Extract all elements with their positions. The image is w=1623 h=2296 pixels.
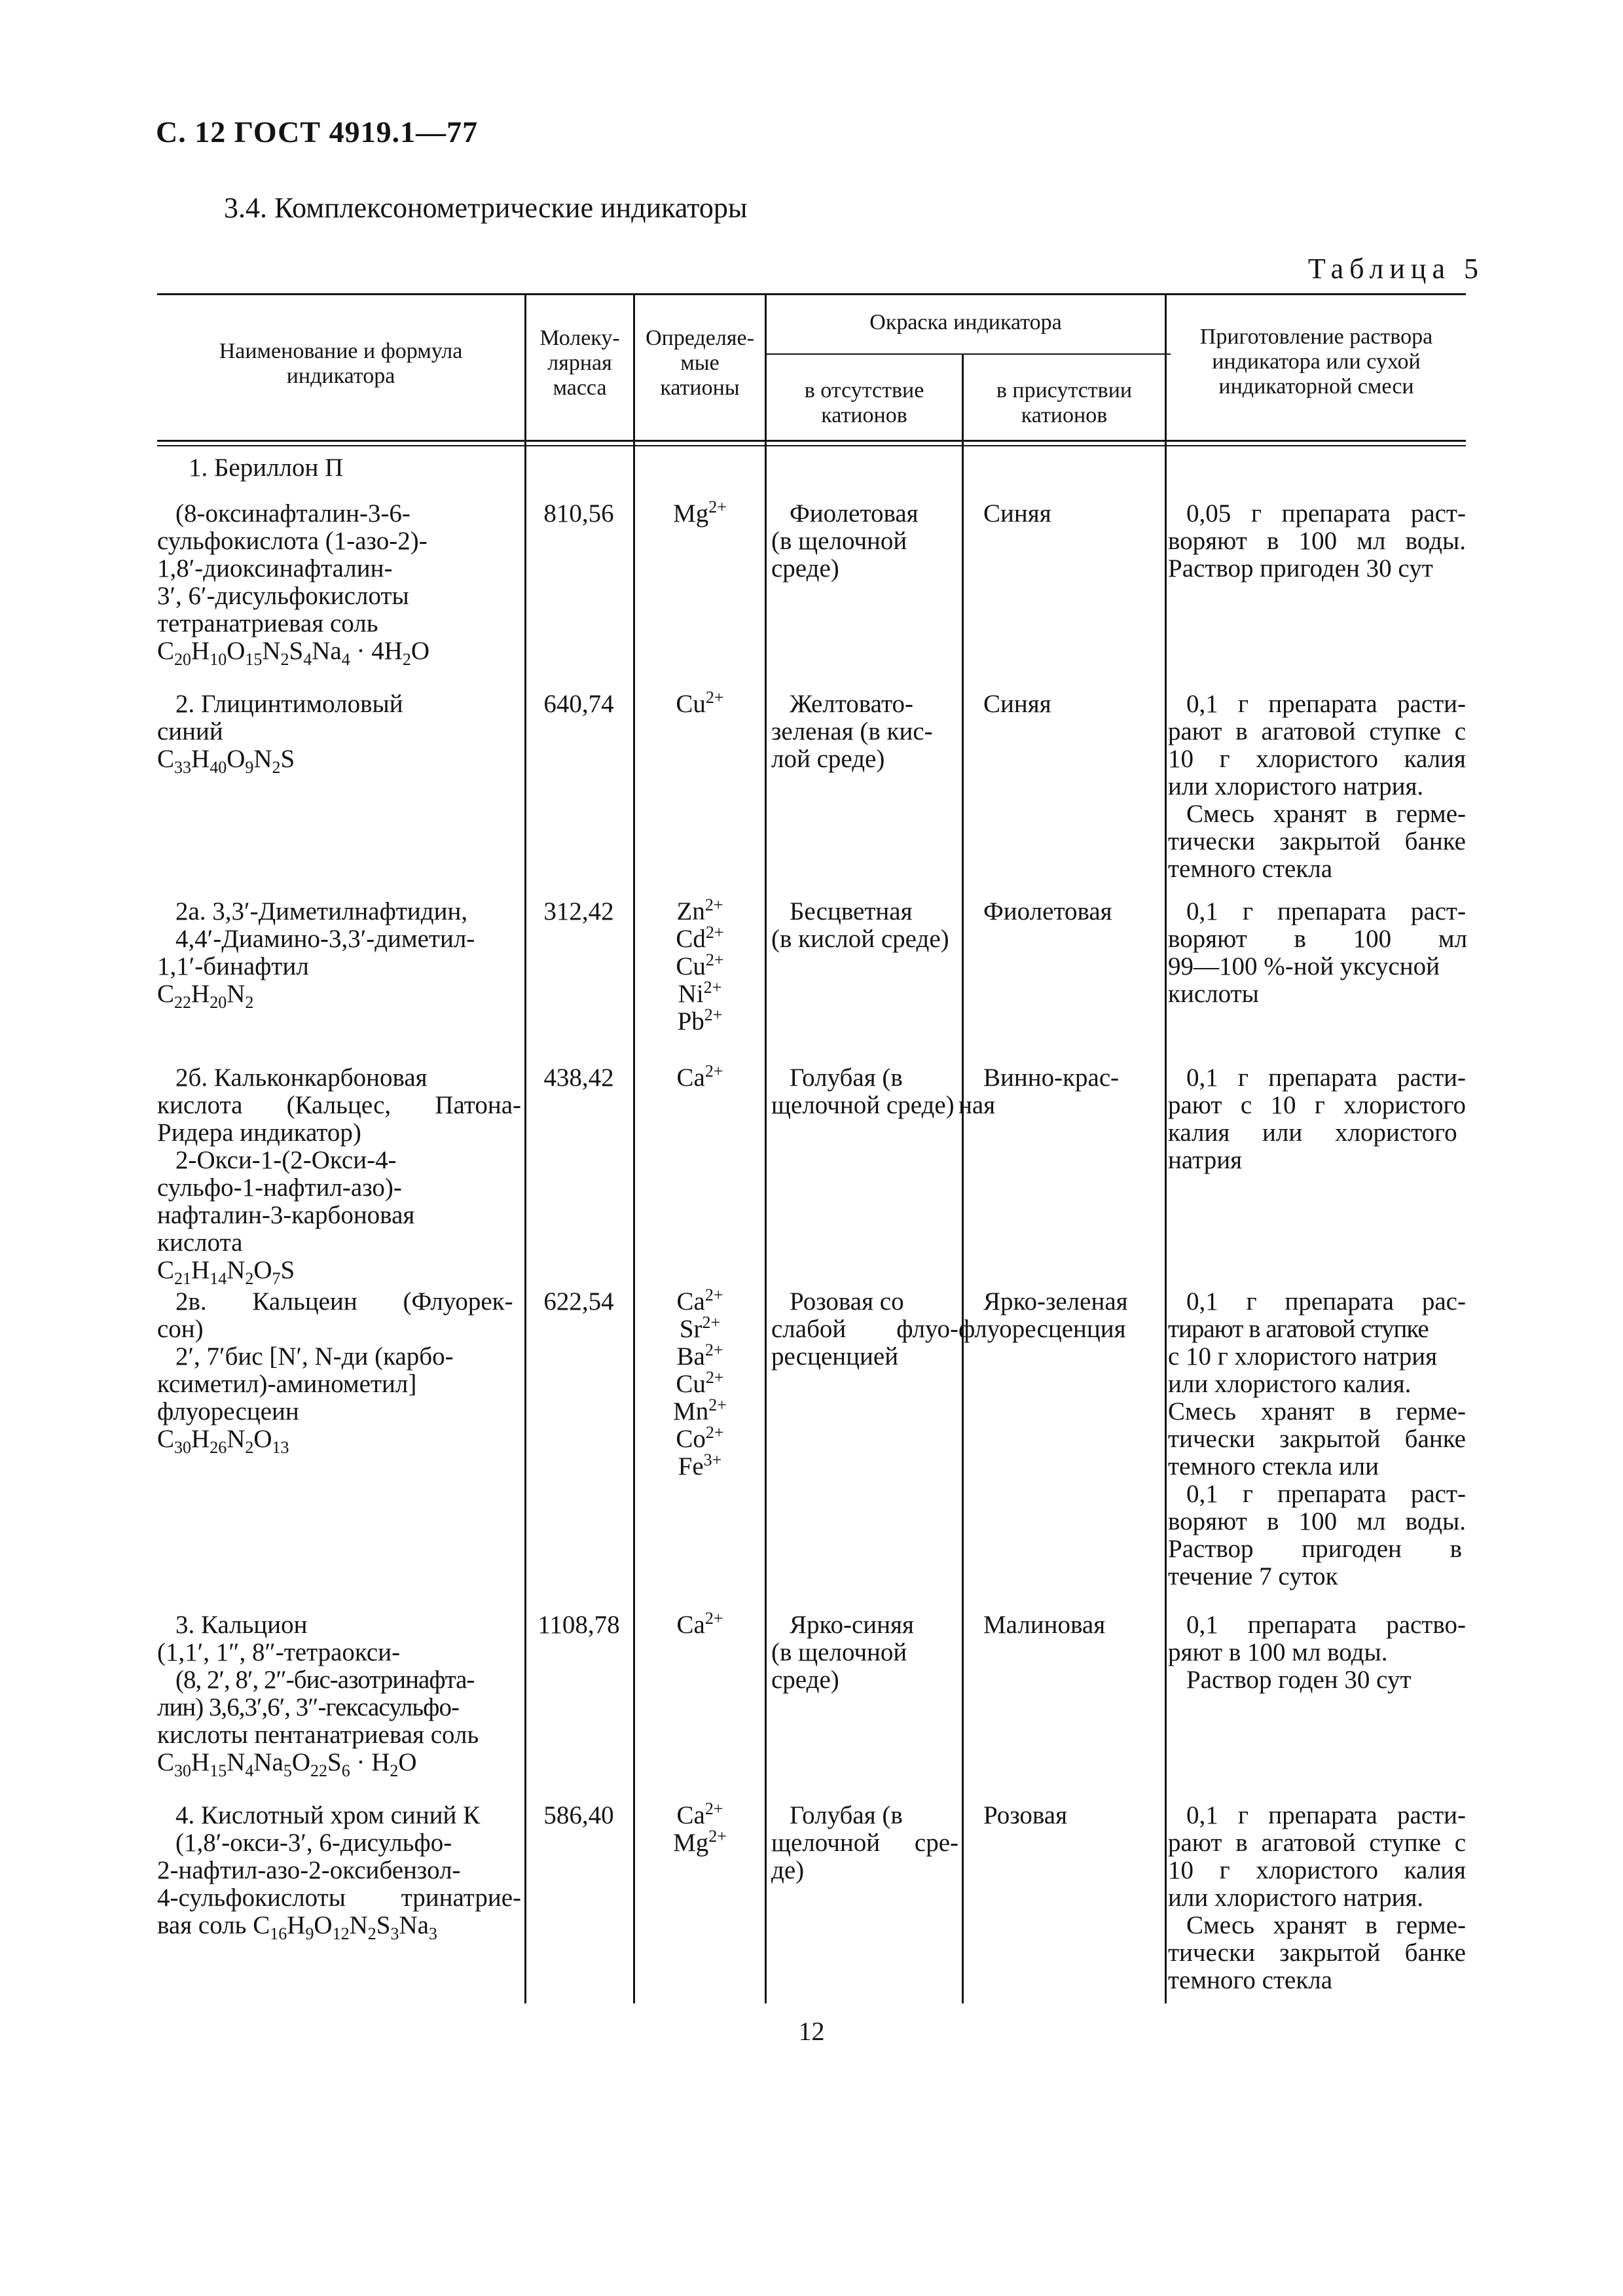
preparation: 0,1 г препарата расти- рают в агатовой ступке с 10 г хлористого калия или хлористого натрия. Смесь хранят в герме- тически закрытой банке темного стекла xyxy=(1168,1801,1466,1994)
word: г xyxy=(1246,1287,1257,1316)
word: 10 xyxy=(1270,1091,1296,1119)
molar-mass: 810,56 xyxy=(543,499,614,528)
page-header: С. 12 ГОСТ 4919.1—77 xyxy=(156,115,479,149)
header-mass xyxy=(526,326,633,401)
word: г xyxy=(1242,1480,1253,1508)
word: сре- xyxy=(914,1829,958,1857)
preparation: 0,1 г препарата рас- тирают в агатовой ступке с 10 г хлористого натрия или хлористого калия. Смесь хранят в герме- тически закрытой банке темного стекла или 0,1 г препарата раст- воряют в 100 мл воды. Раствор пригоден в течение 7 суток xyxy=(1168,1287,1466,1590)
preparation: 0,05 г препарата раст- воряют в 100 мл воды. Раствор пригоден 30 сут xyxy=(1168,499,1466,583)
word: в xyxy=(1359,1397,1372,1426)
header-name-line: Наименование и формула xyxy=(219,339,463,363)
word: 4-сульфокислоты xyxy=(157,1884,346,1912)
word: раст- xyxy=(1410,1480,1466,1508)
color-absent: Бесцветная (в кислой среде) xyxy=(771,897,949,953)
word: с xyxy=(1240,1091,1252,1119)
cation: $Ca^{2+}$ xyxy=(676,1285,723,1316)
indicator-name xyxy=(157,454,521,482)
word: препарата xyxy=(1277,1480,1387,1508)
word: г xyxy=(1250,499,1262,528)
cation: $Cu^{2+}$ xyxy=(676,688,724,718)
color-present: Фиолетовая xyxy=(983,897,1112,925)
cation: $Ba^{2+}$ xyxy=(676,1340,723,1371)
word: с xyxy=(1454,1829,1466,1857)
molar-mass: 438,42 xyxy=(543,1064,614,1092)
name-line: (8-оксинафталин-3-6- xyxy=(175,499,410,528)
color-absent: Желтовато- зеленая (в кис- лой среде) xyxy=(771,690,933,773)
color-present: Винно-крас- ная xyxy=(958,1064,1120,1119)
cations xyxy=(636,497,763,528)
cation: $Cd^{2+}$ xyxy=(676,923,724,953)
color-present: Синяя xyxy=(983,690,1051,718)
word: в xyxy=(1235,1829,1248,1857)
color-absent: Голубая (в щелочной сре- де) xyxy=(771,1801,958,1884)
word: щелочной xyxy=(771,1829,881,1857)
header-name xyxy=(157,339,524,389)
header-absent-line: в отсутствие xyxy=(804,378,924,403)
word: рас- xyxy=(1421,1287,1466,1316)
col-divider-5 xyxy=(1165,293,1167,2003)
word: герме- xyxy=(1396,1397,1466,1426)
word: мл xyxy=(1357,1507,1386,1535)
word: препарата xyxy=(1285,1287,1394,1316)
word: герме- xyxy=(1396,800,1466,828)
name-line: тетранатриевая соль xyxy=(157,609,378,637)
col-divider-1 xyxy=(524,293,526,2003)
word: 0,1 xyxy=(1186,690,1218,718)
word: 10 xyxy=(1168,1856,1194,1884)
color-absent: Фиолетовая (в щелочной среде) xyxy=(771,499,919,583)
indicator-name: 2в. Кальцеин (Флуорек- сон) 2′, 7′бис [N′, N-ди (карбо- ксиметил)-аминометил] флуоресцеин $C_{30}H_{26}N_2O_{13}$ xyxy=(157,1288,521,1453)
word: рают xyxy=(1168,717,1222,745)
word: банке xyxy=(1404,827,1466,855)
word: калия xyxy=(1404,1856,1466,1884)
cations xyxy=(636,1611,763,1639)
word: расти- xyxy=(1396,1801,1466,1829)
word: раст- xyxy=(1410,499,1466,528)
preparation: 0,1 г препарата расти- рают в агатовой ступке с 10 г хлористого калия или хлористого натрия. Смесь хранят в герме- тически закрытой банке темного стекла xyxy=(1168,690,1466,883)
header-present-line: катионов xyxy=(1021,403,1108,427)
header-prep-line: индикатора или сухой xyxy=(1212,350,1421,374)
cation: $Zn^{2+}$ xyxy=(676,895,723,925)
word: банке xyxy=(1404,1425,1466,1453)
header-color-group: Окраска индикатора xyxy=(869,310,1062,334)
indicator-name: 4. Кислотный хром синий К (1,8′-окси-3′, 6-дисульфо- 2-нафтил-азо-2-оксибензол- 4-сульфокислоты тринатрие- вая соль $C_{16}H_9O_{12}N_2S_3Na_3$ xyxy=(157,1801,521,1943)
header-mass-line: масса xyxy=(553,376,607,400)
col-divider-4 xyxy=(962,353,964,2003)
name-line: 3′, 6′-дисульфокислоты xyxy=(157,582,409,610)
cation: $Pb^{2+}$ xyxy=(677,1005,723,1035)
word: 0,1 xyxy=(1186,1480,1218,1508)
indicator-name: 2б. Кальконкарбоновая кислота (Кальцес, Патона- Ридера индикатор) 2-Окси-1-(2-Окси-4- сульфо-1-нафтил-азо)- нафталин-3-карбоновая кислота $C_{21}H_{14}N_2O_7S$ xyxy=(157,1064,521,1288)
header-cations-line: Определяе- xyxy=(646,326,754,350)
header-present xyxy=(964,378,1165,428)
word: хлористого xyxy=(1343,1091,1466,1119)
word: хлористого xyxy=(1256,745,1379,773)
cation: $Mg^{2+}$ xyxy=(673,1827,727,1857)
color-present: Малиновая xyxy=(983,1611,1106,1639)
name-line: 1,8′-диоксинафталин- xyxy=(157,554,393,583)
header-mass-line: Молеку- xyxy=(539,326,620,350)
color-absent: Ярко-синяя (в щелочной среде) xyxy=(771,1611,914,1694)
col-divider-2 xyxy=(633,293,635,2003)
page-number: 12 xyxy=(798,2017,825,2046)
cations xyxy=(636,895,763,1035)
color-absent: Розовая со слабой флуо- ресценцией xyxy=(771,1287,958,1371)
word: тически xyxy=(1168,1939,1255,1967)
word: рают xyxy=(1168,1091,1222,1119)
word: в xyxy=(1266,1507,1279,1535)
word: Смесь xyxy=(1186,800,1255,828)
molar-mass: 312,42 xyxy=(543,897,614,925)
word: воды. xyxy=(1405,1507,1466,1535)
word: Смесь xyxy=(1168,1397,1237,1426)
table-caption: Таблица 5 xyxy=(1307,253,1484,285)
preparation: 0,1 препарата раство- ряют в 100 мл воды. Раствор годен 30 сут xyxy=(1168,1611,1466,1694)
word: 100 xyxy=(1298,527,1338,555)
word: герме- xyxy=(1396,1911,1466,1939)
word: г xyxy=(1219,745,1230,773)
header-present-line: в присутствии xyxy=(996,378,1133,403)
color-present: Ярко-зеленая флуоресценция xyxy=(958,1287,1128,1343)
header-mass-line: лярная xyxy=(547,351,612,375)
word: 100 xyxy=(1298,1507,1338,1535)
cations xyxy=(636,688,763,718)
chemical-formula: $C_{22}H_{20}N_2$ xyxy=(157,980,254,1012)
chemical-formula: $C_{33}H_{40}O_9N_2S$ xyxy=(157,745,295,777)
word: тринатрие- xyxy=(401,1884,521,1912)
word: флуо- xyxy=(896,1315,958,1343)
chemical-formula: $C_{20}H_{10}O_{15}N_2S_4Na_4 \cdot 4H_2O$ xyxy=(157,637,430,669)
word: агатовой xyxy=(1261,1829,1356,1857)
word: рают xyxy=(1168,1829,1222,1857)
cations xyxy=(636,1064,763,1092)
word: расти- xyxy=(1396,690,1466,718)
word: 0,05 xyxy=(1186,499,1231,528)
color-absent: Голубая (в щелочной среде) xyxy=(771,1064,955,1119)
word: г xyxy=(1237,690,1249,718)
word: агатовой xyxy=(1261,717,1356,745)
word: в xyxy=(1266,527,1279,555)
indicator-name: 2. Глицинтимоловый синий $C_{33}H_{40}O_9N_2S$ xyxy=(157,691,521,773)
header-prep xyxy=(1167,325,1466,399)
word: в xyxy=(1365,800,1377,828)
chemical-formula: $C_{30}H_{26}N_2O_{13}$ xyxy=(157,1425,289,1457)
header-bottom-rule xyxy=(157,440,1466,442)
word: в xyxy=(1235,717,1248,745)
preparation: 0,1 г препарата раст- воряют в 100 мл 99—100 %-ной уксусной кислоты xyxy=(1168,897,1468,1008)
cation: $Cu^{2+}$ xyxy=(676,950,724,980)
cation: $Ca^{2+}$ xyxy=(676,1799,723,1829)
word: хлористого xyxy=(1256,1856,1379,1884)
name-line: сульфокислота (1-азо-2)- xyxy=(157,527,428,555)
table-top-rule xyxy=(157,293,1466,295)
word: г xyxy=(1237,1801,1249,1829)
word: препарата xyxy=(1268,690,1377,718)
word: 0,1 xyxy=(1186,1287,1218,1316)
indicator-name: 2а. 3,3′-Диметилнафтидин, 4,4′-Диамино-3,3′-диметил- 1,1′-бинафтил $C_{22}H_{20}N_2$ xyxy=(157,898,521,1008)
color-present: Розовая xyxy=(983,1801,1068,1829)
molar-mass: 1108,78 xyxy=(538,1611,620,1639)
word: закрытой xyxy=(1279,1425,1381,1453)
cation: $Ni^{2+}$ xyxy=(678,978,722,1008)
word: тически xyxy=(1168,1425,1255,1453)
preparation: 0,1 г препарата расти- рают с 10 г хлористого калия или хлористого натрия xyxy=(1168,1064,1466,1174)
word: воряют xyxy=(1168,1507,1247,1535)
cation: $Sr^{2+}$ xyxy=(679,1313,721,1343)
word: г xyxy=(1242,897,1253,925)
indicator-name xyxy=(157,499,521,669)
word: ступке xyxy=(1369,1829,1441,1857)
header-cations-line: мые xyxy=(680,351,720,375)
word: препарата xyxy=(1268,1064,1377,1092)
chemical-formula: вая соль $C_{16}H_9O_{12}N_2S_3Na_3$ xyxy=(157,1911,437,1943)
word: банке xyxy=(1404,1939,1466,1967)
cation: $Mg^{2+}$ xyxy=(673,497,727,528)
color-present: Синяя xyxy=(983,499,1051,528)
word: хранят xyxy=(1260,1397,1335,1426)
word: закрытой xyxy=(1279,1939,1381,1967)
molar-mass: 586,40 xyxy=(543,1801,614,1829)
word: воды. xyxy=(1405,527,1466,555)
cation: $Fe^{3+}$ xyxy=(678,1450,722,1480)
col-divider-3 xyxy=(765,293,767,2003)
word: 0,1 xyxy=(1186,1611,1218,1639)
word: препарата xyxy=(1268,1801,1377,1829)
word: Патона- xyxy=(435,1091,521,1119)
cations xyxy=(636,1285,763,1480)
cation: $Cu^{2+}$ xyxy=(676,1368,724,1398)
word: 0,1 xyxy=(1186,1801,1218,1829)
indicator-name: 3. Кальцион (1,1′, 1″, 8″-тетраокси- (8, 2′, 8′, 2″-бис-азотринафта- лин) 3,6,3′,6′, 3″-гексасульфо- кислоты пентанатриевая соль $C_{30}H_{15}N_4Na_5O_{22}S_6 \cdot H_2O$ xyxy=(157,1611,521,1776)
cation: $Ca^{2+}$ xyxy=(676,1062,723,1092)
cations xyxy=(636,1799,763,1857)
word: тически xyxy=(1168,827,1255,855)
word: Смесь xyxy=(1186,1911,1255,1939)
cation: $Ca^{2+}$ xyxy=(676,1609,723,1639)
header-cations xyxy=(635,326,765,401)
chemical-formula: $C_{30}H_{15}N_4Na_5O_{22}S_6 \cdot H_2O$ xyxy=(157,1748,417,1780)
word: кислота xyxy=(157,1091,243,1119)
word: воряют xyxy=(1168,527,1247,555)
chemical-formula: $C_{21}H_{14}N_2O_7S$ xyxy=(157,1256,295,1288)
header-name-line: индикатора xyxy=(286,364,395,388)
word: г xyxy=(1314,1091,1325,1119)
section-title: 3.4. Комплексонометрические индикаторы xyxy=(224,192,748,224)
indicator-title: 1. Бериллон П xyxy=(189,454,344,482)
word: мл xyxy=(1357,527,1386,555)
word: хранят xyxy=(1273,800,1347,828)
cation: $Co^{2+}$ xyxy=(676,1423,724,1453)
word: препарата xyxy=(1277,897,1387,925)
word: хранят xyxy=(1273,1911,1347,1939)
header-cations-line: катионы xyxy=(660,376,740,400)
word: г xyxy=(1219,1856,1230,1884)
word: закрытой xyxy=(1279,827,1381,855)
word: 0,1 xyxy=(1186,1064,1218,1092)
header-bottom-rule-2 xyxy=(157,445,1466,446)
molar-mass: 622,54 xyxy=(543,1287,614,1316)
header-absent-line: катионов xyxy=(821,403,907,427)
word: слабой xyxy=(771,1315,847,1343)
word: с xyxy=(1454,717,1466,745)
color-group-rule xyxy=(765,353,1171,355)
word: расти- xyxy=(1396,1064,1466,1092)
word: калия xyxy=(1404,745,1466,773)
word: препарата xyxy=(1281,499,1391,528)
word: ступке xyxy=(1369,717,1441,745)
header-absent xyxy=(767,378,962,428)
cation: $Mn^{2+}$ xyxy=(673,1395,727,1426)
word: г xyxy=(1237,1064,1249,1092)
header-prep-line: Приготовление раствора xyxy=(1199,325,1433,349)
word: раство- xyxy=(1386,1611,1466,1639)
word: раст- xyxy=(1410,897,1466,925)
word: 10 xyxy=(1168,745,1194,773)
word: препарата xyxy=(1247,1611,1357,1639)
molar-mass: 640,74 xyxy=(543,690,614,718)
word: (Кальцес, xyxy=(286,1091,392,1119)
word: 0,1 xyxy=(1186,897,1218,925)
word: в xyxy=(1365,1911,1377,1939)
header-prep-line: индикаторной смеси xyxy=(1218,374,1414,399)
